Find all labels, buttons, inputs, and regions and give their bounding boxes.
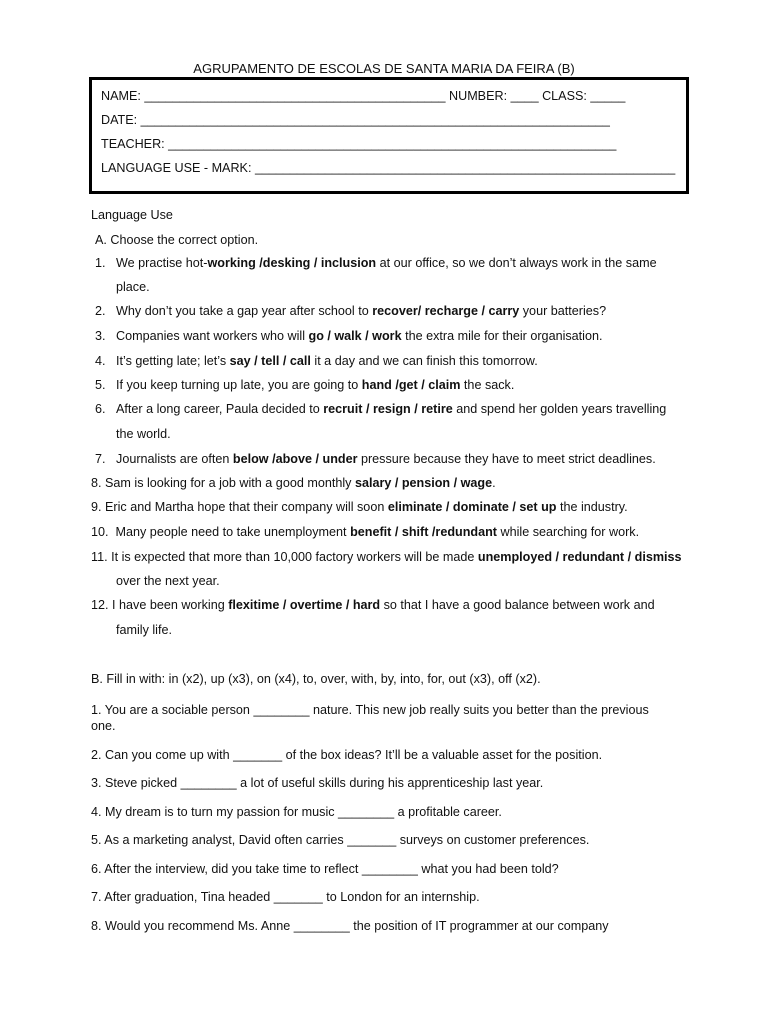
question-a3: 3. Companies want workers who will go / walk / work the extra mile for their organisation. xyxy=(95,329,603,343)
options-a4: say / tell / call xyxy=(229,354,311,368)
teacher-field[interactable]: TEACHER: ________________________________________________________________ xyxy=(101,137,617,151)
question-b2: 2. Can you come up with _______ of the box ideas? It’ll be a valuable asset for the position. xyxy=(91,748,603,762)
question-a2: 2. Why don’t you take a gap year after school to recover/ recharge / carry your batteries? xyxy=(95,304,607,318)
options-a6: recruit / resign / retire xyxy=(323,402,453,416)
question-b3: 3. Steve picked ________ a lot of useful skills during his apprenticeship last year. xyxy=(91,776,544,790)
question-b7: 7. After graduation, Tina headed _______ to London for an internship. xyxy=(91,890,480,904)
question-b6: 6. After the interview, did you take time to reflect ________ what you had been told? xyxy=(91,862,559,876)
school-title: AGRUPAMENTO DE ESCOLAS DE SANTA MARIA DA FEIRA (B) xyxy=(193,61,575,76)
mark-field[interactable] xyxy=(101,161,675,175)
mark-line[interactable]: : ____________________________________________________________ xyxy=(247,161,676,175)
question-a6-cont: the world. xyxy=(116,427,171,441)
question-a1: 1. We practise hot-working /desking / inclusion at our office, so we don’t always work in the same xyxy=(95,256,657,270)
question-a1-cont: place. xyxy=(116,280,150,294)
question-a12-cont: family life. xyxy=(116,623,172,637)
section-label: Language Use xyxy=(91,208,173,222)
question-a9: 9. Eric and Martha hope that their company will soon eliminate / dominate / set up the industry. xyxy=(91,500,628,514)
question-b5: 5. As a marketing analyst, David often carries _______ surveys on customer preferences. xyxy=(91,833,590,847)
options-a1: working /desking / inclusion xyxy=(207,256,377,270)
part-b-heading: B. Fill in with: in (x2), up (x3), on (x4), to, over, with, by, into, for, out (x3), off (x2). xyxy=(91,672,541,686)
options-a11: unemployed / redundant / dismiss xyxy=(477,550,682,564)
question-a12: 12. I have been working flexitime / overtime / hard so that I have a good balance between work and xyxy=(91,598,655,612)
question-a8: 8. Sam is looking for a job with a good monthly salary / pension / wage. xyxy=(91,476,496,490)
options-a10: benefit / shift /redundant xyxy=(350,525,497,539)
options-a8: salary / pension / wage xyxy=(354,476,493,490)
question-a4: 4. It’s getting late; let’s say / tell / call it a day and we can finish this tomorrow. xyxy=(95,354,538,368)
date-field[interactable]: DATE: ___________________________________________________________________ xyxy=(101,113,610,127)
options-a12: flexitime / overtime / hard xyxy=(228,598,381,612)
question-b8: 8. Would you recommend Ms. Anne ________ the position of IT programmer at our company xyxy=(91,919,609,933)
question-a11-cont: over the next year. xyxy=(116,574,220,588)
question-b1: 1. You are a sociable person ________ nature. This new job really suits you better than the previous xyxy=(91,703,649,717)
options-a3: go / walk / work xyxy=(308,329,402,343)
question-a11: 11. It is expected that more than 10,000 factory workers will be made unemployed / redundant / dismiss xyxy=(91,550,682,564)
question-b1-cont: one. xyxy=(91,719,116,733)
options-a7: below /above / under xyxy=(232,452,358,466)
question-a7: 7. Journalists are often below /above / under pressure because they have to meet strict deadlines. xyxy=(95,452,656,466)
number-class-field[interactable]: NUMBER: ____ CLASS: _____ xyxy=(449,89,626,103)
options-a2: recover/ recharge / carry xyxy=(372,304,520,318)
question-a5: 5. If you keep turning up late, you are going to hand /get / claim the sack. xyxy=(95,378,515,392)
part-a-heading: A. Choose the correct option. xyxy=(95,233,259,247)
options-a5: hand /get / claim xyxy=(361,378,461,392)
question-a10: 10. Many people need to take unemployment benefit / shift /redundant while searching for work. xyxy=(91,525,640,539)
options-a9: eliminate / dominate / set up xyxy=(387,500,557,514)
mark-label: LANGUAGE USE - MARK xyxy=(101,161,248,175)
student-info-box xyxy=(89,77,689,194)
question-a6: 6. After a long career, Paula decided to recruit / resign / retire and spend her golden years travelling xyxy=(95,402,667,416)
question-b4: 4. My dream is to turn my passion for music ________ a profitable career. xyxy=(91,805,502,819)
name-field[interactable]: NAME: ___________________________________________ xyxy=(101,89,446,103)
